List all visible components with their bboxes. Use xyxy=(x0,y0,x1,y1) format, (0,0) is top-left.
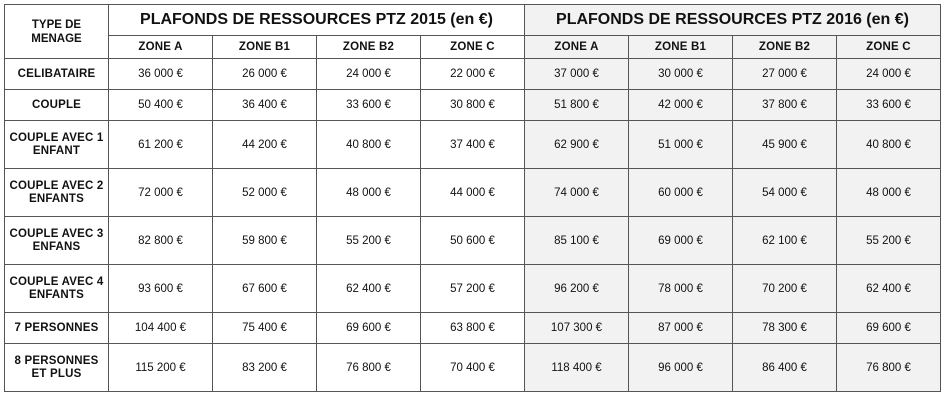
cell-2015-zone-b2: 24 000 € xyxy=(317,59,421,90)
cell-2015-zone-a: 104 400 € xyxy=(109,313,213,344)
cell-2015-zone-b1: 75 400 € xyxy=(213,313,317,344)
zone-header-2015-b2: ZONE B2 xyxy=(317,36,421,59)
cell-2016-zone-a: 107 300 € xyxy=(525,313,629,344)
cell-2015-zone-b1: 83 200 € xyxy=(213,344,317,392)
group-header-2016: PLAFONDS DE RESSOURCES PTZ 2016 (en €) xyxy=(525,5,941,36)
cell-2016-zone-c: 69 600 € xyxy=(837,313,941,344)
cell-2016-zone-c: 24 000 € xyxy=(837,59,941,90)
ptz-table-container xyxy=(4,4,941,392)
cell-2015-zone-b2: 69 600 € xyxy=(317,313,421,344)
cell-2015-zone-a: 82 800 € xyxy=(109,217,213,265)
cell-2015-zone-b1: 59 800 € xyxy=(213,217,317,265)
row-label: CELIBATAIRE xyxy=(5,59,109,90)
cell-2015-zone-b1: 44 200 € xyxy=(213,121,317,169)
row-label: COUPLE AVEC 1 ENFANT xyxy=(5,121,109,169)
cell-2016-zone-b1: 69 000 € xyxy=(629,217,733,265)
cell-2015-zone-b1: 26 000 € xyxy=(213,59,317,90)
table-row xyxy=(5,344,941,392)
cell-2016-zone-b1: 42 000 € xyxy=(629,90,733,121)
zone-header-2016-b1: ZONE B1 xyxy=(629,36,733,59)
cell-2016-zone-c: 62 400 € xyxy=(837,265,941,313)
cell-2016-zone-a: 62 900 € xyxy=(525,121,629,169)
group-header-2015: PLAFONDS DE RESSOURCES PTZ 2015 (en €) xyxy=(109,5,525,36)
cell-2016-zone-b2: 78 300 € xyxy=(733,313,837,344)
cell-2016-zone-b1: 78 000 € xyxy=(629,265,733,313)
cell-2016-zone-a: 85 100 € xyxy=(525,217,629,265)
cell-2015-zone-c: 30 800 € xyxy=(421,90,525,121)
row-label: 7 PERSONNES xyxy=(5,313,109,344)
cell-2015-zone-b2: 62 400 € xyxy=(317,265,421,313)
zone-header-2015-c: ZONE C xyxy=(421,36,525,59)
cell-2015-zone-b2: 33 600 € xyxy=(317,90,421,121)
table-row xyxy=(5,121,941,169)
cell-2016-zone-c: 76 800 € xyxy=(837,344,941,392)
cell-2015-zone-c: 50 600 € xyxy=(421,217,525,265)
cell-2015-zone-a: 50 400 € xyxy=(109,90,213,121)
zone-header-2015-a: ZONE A xyxy=(109,36,213,59)
cell-2016-zone-a: 96 200 € xyxy=(525,265,629,313)
cell-2016-zone-a: 118 400 € xyxy=(525,344,629,392)
zone-header-2016-c: ZONE C xyxy=(837,36,941,59)
row-label: COUPLE AVEC 4 ENFANTS xyxy=(5,265,109,313)
cell-2015-zone-b1: 36 400 € xyxy=(213,90,317,121)
cell-2016-zone-c: 40 800 € xyxy=(837,121,941,169)
cell-2016-zone-c: 48 000 € xyxy=(837,169,941,217)
cell-2015-zone-c: 22 000 € xyxy=(421,59,525,90)
cell-2016-zone-b2: 62 100 € xyxy=(733,217,837,265)
table-row xyxy=(5,59,941,90)
cell-2016-zone-c: 55 200 € xyxy=(837,217,941,265)
table-row xyxy=(5,90,941,121)
cell-2015-zone-a: 115 200 € xyxy=(109,344,213,392)
zone-header-2016-b2: ZONE B2 xyxy=(733,36,837,59)
cell-2015-zone-b1: 52 000 € xyxy=(213,169,317,217)
cell-2015-zone-b1: 67 600 € xyxy=(213,265,317,313)
ptz-resource-ceilings-table xyxy=(4,4,941,392)
cell-2016-zone-b1: 30 000 € xyxy=(629,59,733,90)
cell-2015-zone-b2: 48 000 € xyxy=(317,169,421,217)
cell-2016-zone-b1: 87 000 € xyxy=(629,313,733,344)
table-row xyxy=(5,217,941,265)
row-label: COUPLE AVEC 3 ENFANS xyxy=(5,217,109,265)
cell-2016-zone-b2: 70 200 € xyxy=(733,265,837,313)
zone-header-2016-a: ZONE A xyxy=(525,36,629,59)
cell-2015-zone-c: 57 200 € xyxy=(421,265,525,313)
table-row xyxy=(5,313,941,344)
cell-2016-zone-a: 74 000 € xyxy=(525,169,629,217)
cell-2015-zone-a: 93 600 € xyxy=(109,265,213,313)
cell-2016-zone-b2: 45 900 € xyxy=(733,121,837,169)
cell-2015-zone-a: 36 000 € xyxy=(109,59,213,90)
cell-2016-zone-c: 33 600 € xyxy=(837,90,941,121)
row-label: 8 PERSONNES ET PLUS xyxy=(5,344,109,392)
table-row xyxy=(5,265,941,313)
cell-2015-zone-c: 37 400 € xyxy=(421,121,525,169)
cell-2015-zone-b2: 55 200 € xyxy=(317,217,421,265)
table-row xyxy=(5,169,941,217)
cell-2015-zone-b2: 40 800 € xyxy=(317,121,421,169)
cell-2016-zone-a: 37 000 € xyxy=(525,59,629,90)
cell-2015-zone-c: 44 000 € xyxy=(421,169,525,217)
cell-2015-zone-c: 63 800 € xyxy=(421,313,525,344)
cell-2016-zone-b2: 86 400 € xyxy=(733,344,837,392)
cell-2016-zone-b2: 54 000 € xyxy=(733,169,837,217)
cell-2015-zone-b2: 76 800 € xyxy=(317,344,421,392)
cell-2016-zone-b2: 37 800 € xyxy=(733,90,837,121)
cell-2015-zone-c: 70 400 € xyxy=(421,344,525,392)
cell-2016-zone-b1: 96 000 € xyxy=(629,344,733,392)
cell-2015-zone-a: 72 000 € xyxy=(109,169,213,217)
cell-2016-zone-b2: 27 000 € xyxy=(733,59,837,90)
zone-header-2015-b1: ZONE B1 xyxy=(213,36,317,59)
cell-2016-zone-a: 51 800 € xyxy=(525,90,629,121)
cell-2015-zone-a: 61 200 € xyxy=(109,121,213,169)
household-type-header: TYPE DE MENAGE xyxy=(5,5,109,59)
row-label: COUPLE xyxy=(5,90,109,121)
row-label: COUPLE AVEC 2 ENFANTS xyxy=(5,169,109,217)
cell-2016-zone-b1: 51 000 € xyxy=(629,121,733,169)
cell-2016-zone-b1: 60 000 € xyxy=(629,169,733,217)
